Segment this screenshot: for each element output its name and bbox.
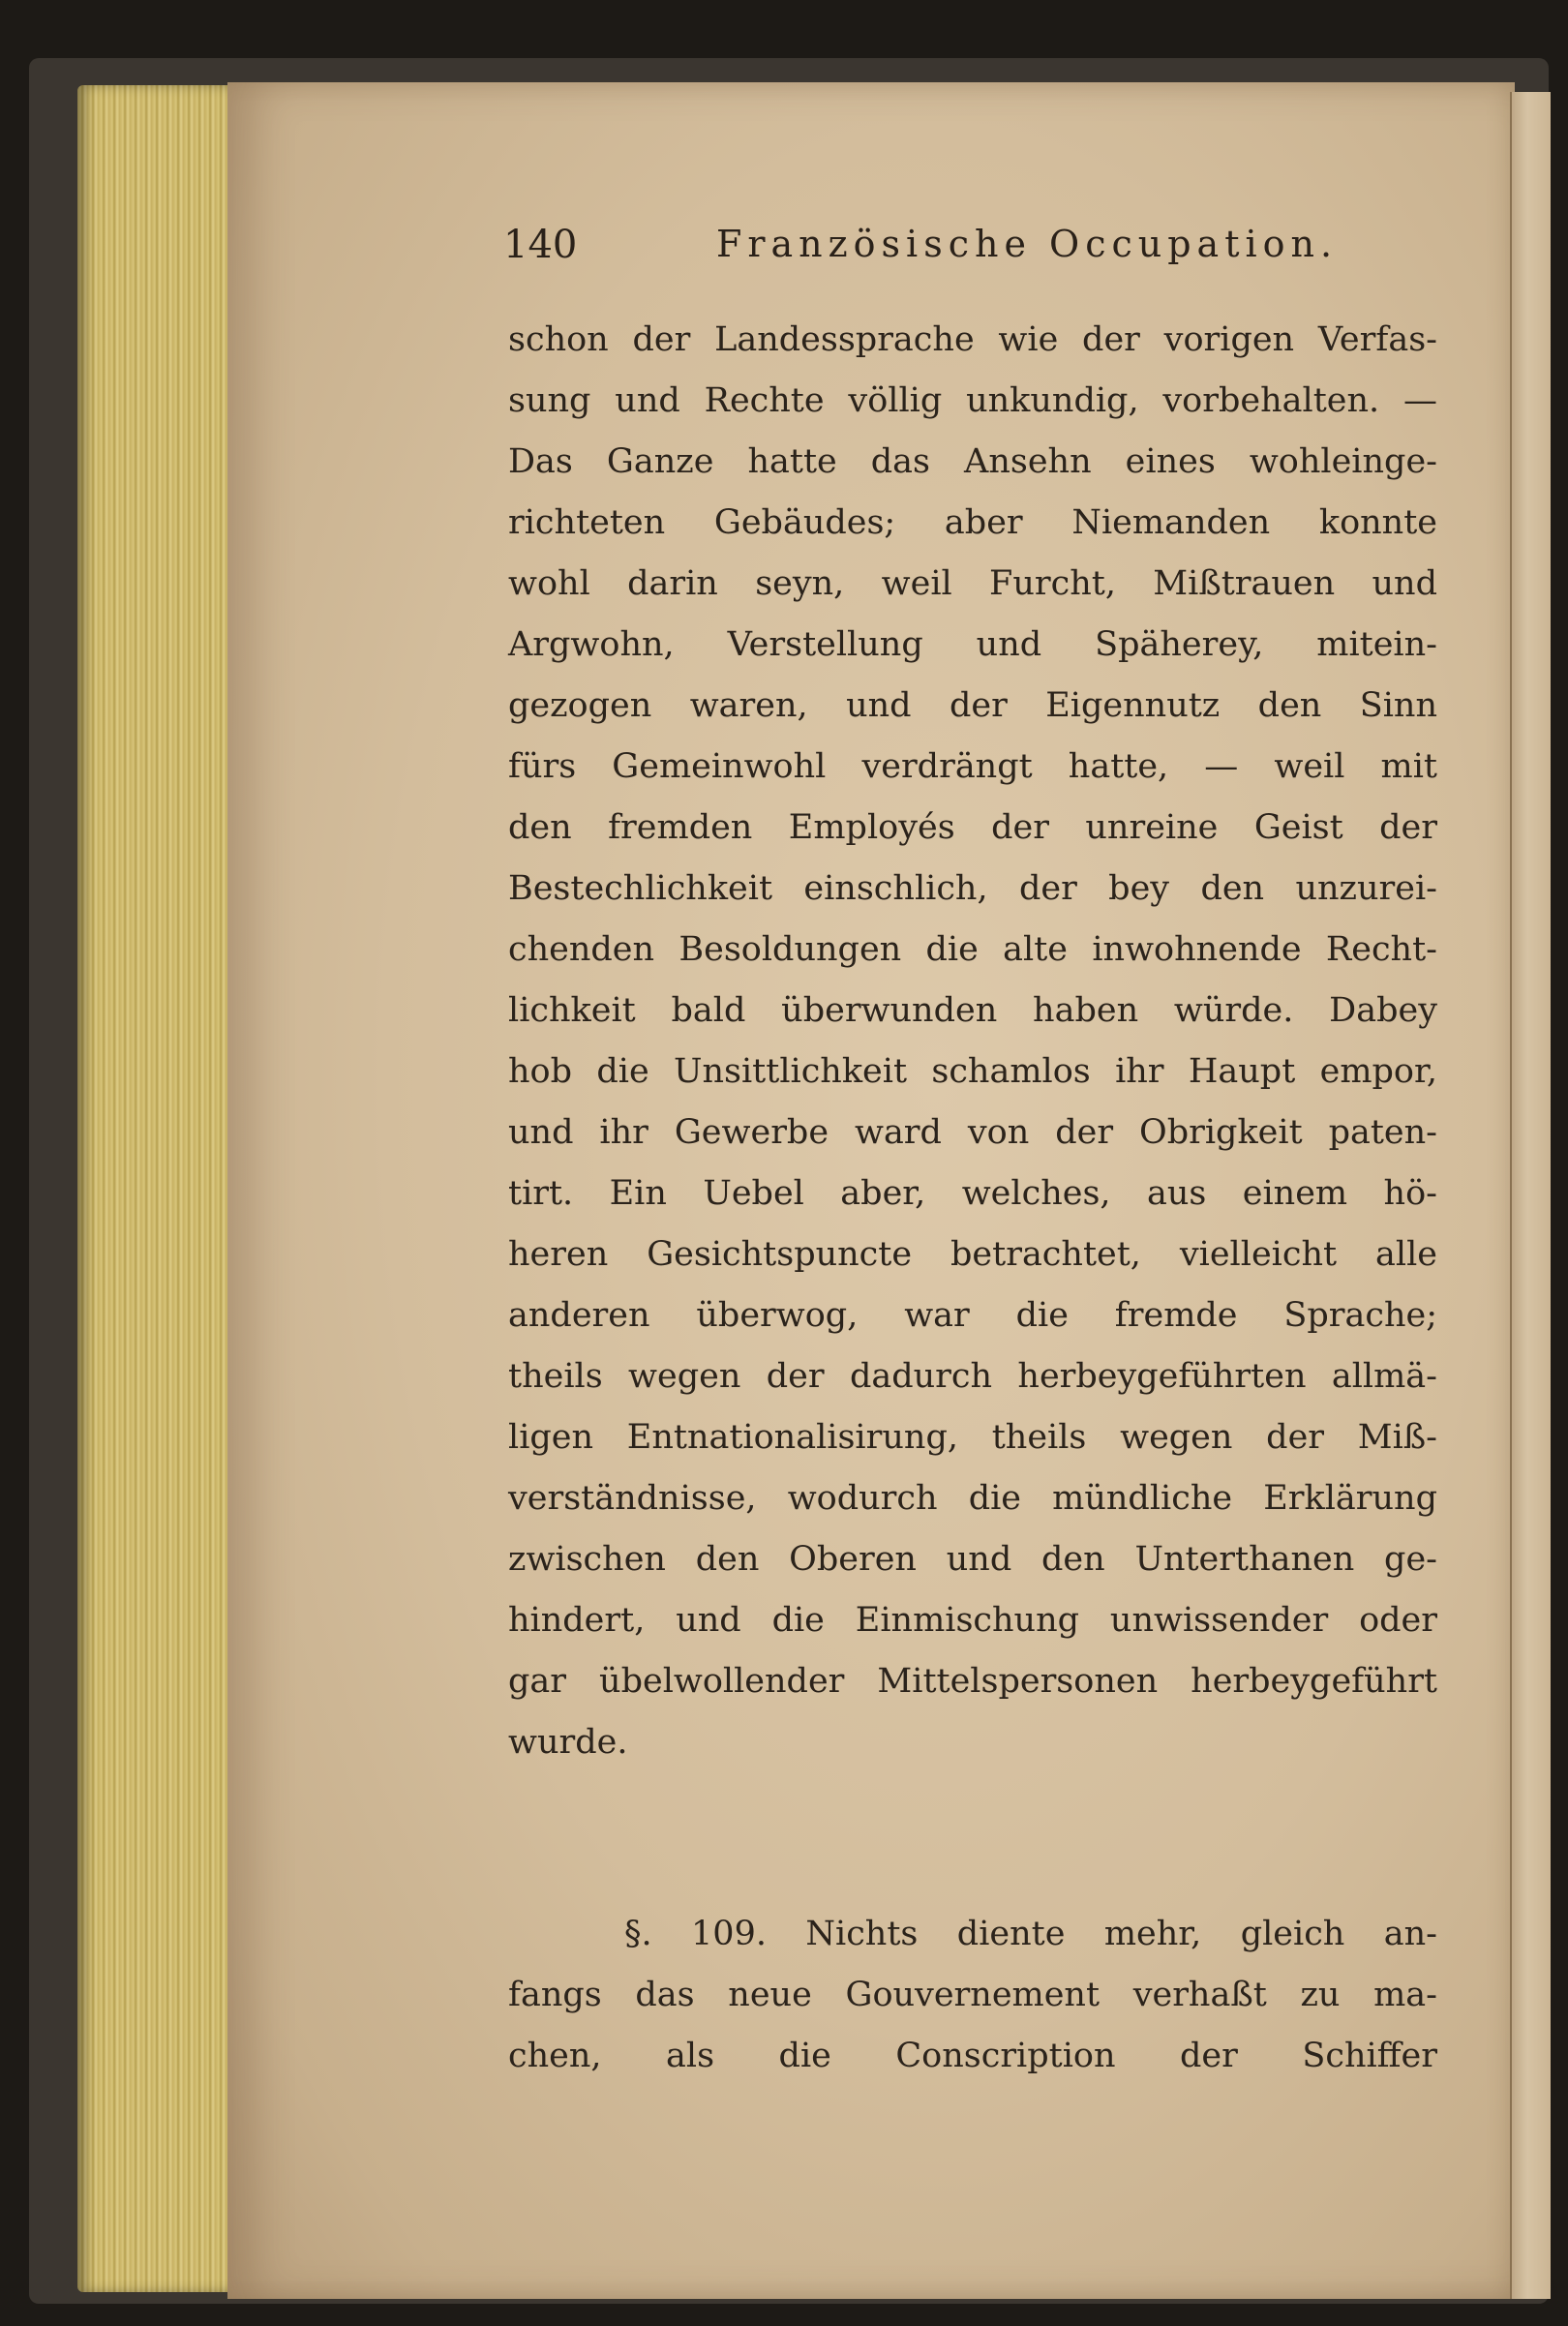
text-line: Das Ganze hatte das Ansehn eines wohleinge- <box>508 442 1437 481</box>
text-line: anderen überwog, war die fremde Sprache; <box>508 1296 1437 1335</box>
text-line: sung und Rechte völlig unkundig, vorbehalten. — <box>508 381 1437 420</box>
text-line: Argwohn, Verstellung und Späherey, mitein- <box>508 625 1437 664</box>
text-line: richteten Gebäudes; aber Niemanden konnte <box>508 503 1437 542</box>
text-line: gar übelwollender Mittelspersonen herbeygeführt <box>508 1662 1437 1701</box>
paragraph-gap <box>508 1773 1437 1904</box>
text-line: lichkeit bald überwunden haben würde. Dabey <box>508 991 1437 1030</box>
text-line: hob die Unsittlichkeit schamlos ihr Haupt empor, <box>508 1052 1437 1091</box>
running-head: Französische Occupation. <box>716 223 1339 265</box>
text-line: chenden Besoldungen die alte inwohnende Recht- <box>508 930 1437 969</box>
text-line: theils wegen der dadurch herbeygeführten allmä- <box>508 1357 1437 1396</box>
gilded-page-edges <box>77 85 242 2292</box>
text-line: verständnisse, wodurch die mündliche Erklärung <box>508 1479 1437 1518</box>
page-number: 140 <box>503 223 578 267</box>
section-start-line: §. 109. Nichts diente mehr, gleich an- <box>624 1915 1437 1953</box>
text-line: schon der Landessprache wie der vorigen Verfas- <box>508 320 1437 359</box>
text-line: tirt. Ein Uebel aber, welches, aus einem hö- <box>508 1174 1437 1213</box>
text-line: und ihr Gewerbe ward von der Obrigkeit paten- <box>508 1113 1437 1152</box>
text-line: fangs das neue Gouvernement verhaßt zu ma- <box>508 1976 1437 2014</box>
text-line: wohl darin seyn, weil Furcht, Mißtrauen und <box>508 564 1437 603</box>
text-line: chen, als die Conscription der Schiffer <box>508 2037 1437 2075</box>
text-line: Bestechlichkeit einschlich, der bey den unzurei- <box>508 869 1437 908</box>
text-line: zwischen den Oberen und den Unterthanen ge- <box>508 1540 1437 1579</box>
text-line: fürs Gemeinwohl verdrängt hatte, — weil mit <box>508 747 1437 786</box>
text-line: hindert, und die Einmischung unwissender oder <box>508 1601 1437 1640</box>
text-line: den fremden Employés der unreine Geist der <box>508 808 1437 847</box>
text-line: gezogen waren, und der Eigennutz den Sinn <box>508 686 1437 725</box>
page-header <box>503 223 1471 290</box>
body-text <box>508 310 1437 2087</box>
text-line: wurde. <box>508 1723 628 1762</box>
text-line: ligen Entnationalisirung, theils wegen der Miß- <box>508 1418 1437 1457</box>
facing-page-edge <box>1510 92 1551 2299</box>
text-line: heren Gesichtspuncte betrachtet, vielleicht alle <box>508 1235 1437 1274</box>
